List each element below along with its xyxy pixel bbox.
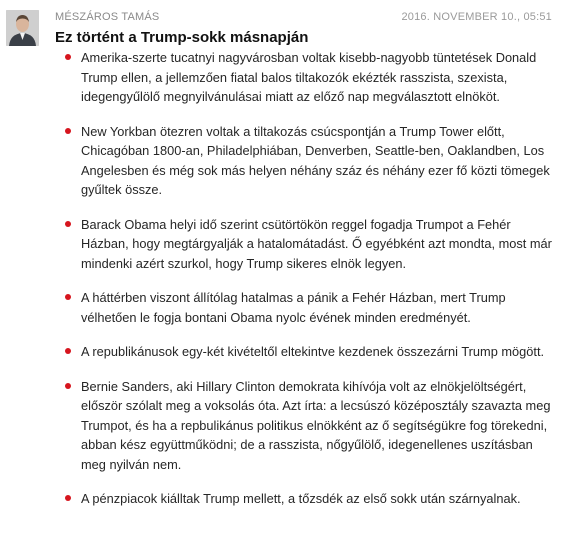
- bullet-dot-icon: [65, 221, 71, 227]
- bullet-text: Bernie Sanders, aki Hillary Clinton demokrata kihívója volt az elnökjelöltségért, először szólalt meg a voksolás óta. Azt írta: a lecsúszó középosztály szavazta meg Trumpot, és ha a repbulikánus politikus elnökként az ő segítségükre fog törekedni, abban kész együttműködni; de a rasszista, nőgyűlölő, idegenellenes uszításban meg nyilván nem.: [81, 378, 551, 472]
- bullet-dot-icon: [65, 54, 71, 60]
- bullet-text: A pénzpiacok kiálltak Trump mellett, a tőzsdék az első sokk után szárnyalnak.: [81, 491, 521, 506]
- bullet-dot-icon: [65, 495, 71, 501]
- author-name[interactable]: MÉSZÁROS TAMÁS: [55, 11, 160, 23]
- bullet-text: New Yorkban ötezren voltak a tiltakozás csúcspontján a Trump Tower előtt, Chicagóban 1800-an, Philadelphiában, Denverben, Seattle-ben, Oaklandben, Los Angelesben és még sok más helyen néhány száz és néhány ezer fő közti tömegek gyűltek össze.: [81, 123, 550, 197]
- bullet-item: [63, 489, 555, 509]
- bullet-item: [63, 377, 555, 475]
- bullet-text: Barack Obama helyi idő szerint csütörtökön reggel fogadja Trumpot a Fehér Házban, hogy megtárgyalják a hatalomátadást. Ő egyébként azt mondta, most már mindenki azért szurkol, hogy Trump sikeres elnök legyen.: [81, 216, 552, 271]
- bullet-item: [63, 48, 555, 107]
- bullet-text: Amerika-szerte tucatnyi nagyvárosban voltak kisebb-nagyobb tüntetések Donald Trump ellen, a jellemzően fiatal balos tiltakozók ekézték rasszista, szexista, idegengyűlölő megnyilvánulásai miatt az előző nap megválasztott elnököt.: [81, 50, 537, 104]
- bullet-dot-icon: [65, 383, 71, 389]
- bullet-item: [63, 122, 555, 200]
- bullet-dot-icon: [65, 348, 71, 354]
- bullet-item: [63, 288, 555, 327]
- summary-bullet-list: [63, 48, 555, 524]
- post-timestamp: 2016. NOVEMBER 10., 05:51: [401, 11, 552, 23]
- bullet-item: [63, 215, 555, 274]
- bullet-dot-icon: [65, 128, 71, 134]
- bullet-text: A republikánusok egy-két kivételtől eltekintve kezdenek összezárni Trump mögött.: [81, 344, 545, 359]
- bullet-text: A háttérben viszont állítólag hatalmas a pánik a Fehér Házban, mert Trump vélhetően le fogja bontani Obama nyolc évének minden eredményét.: [81, 290, 506, 325]
- bullet-item: [63, 342, 555, 362]
- author-portrait-icon: [6, 10, 39, 46]
- author-avatar[interactable]: [6, 10, 39, 46]
- post-title: Ez történt a Trump-sokk másnapján: [55, 29, 309, 46]
- bullet-dot-icon: [65, 294, 71, 300]
